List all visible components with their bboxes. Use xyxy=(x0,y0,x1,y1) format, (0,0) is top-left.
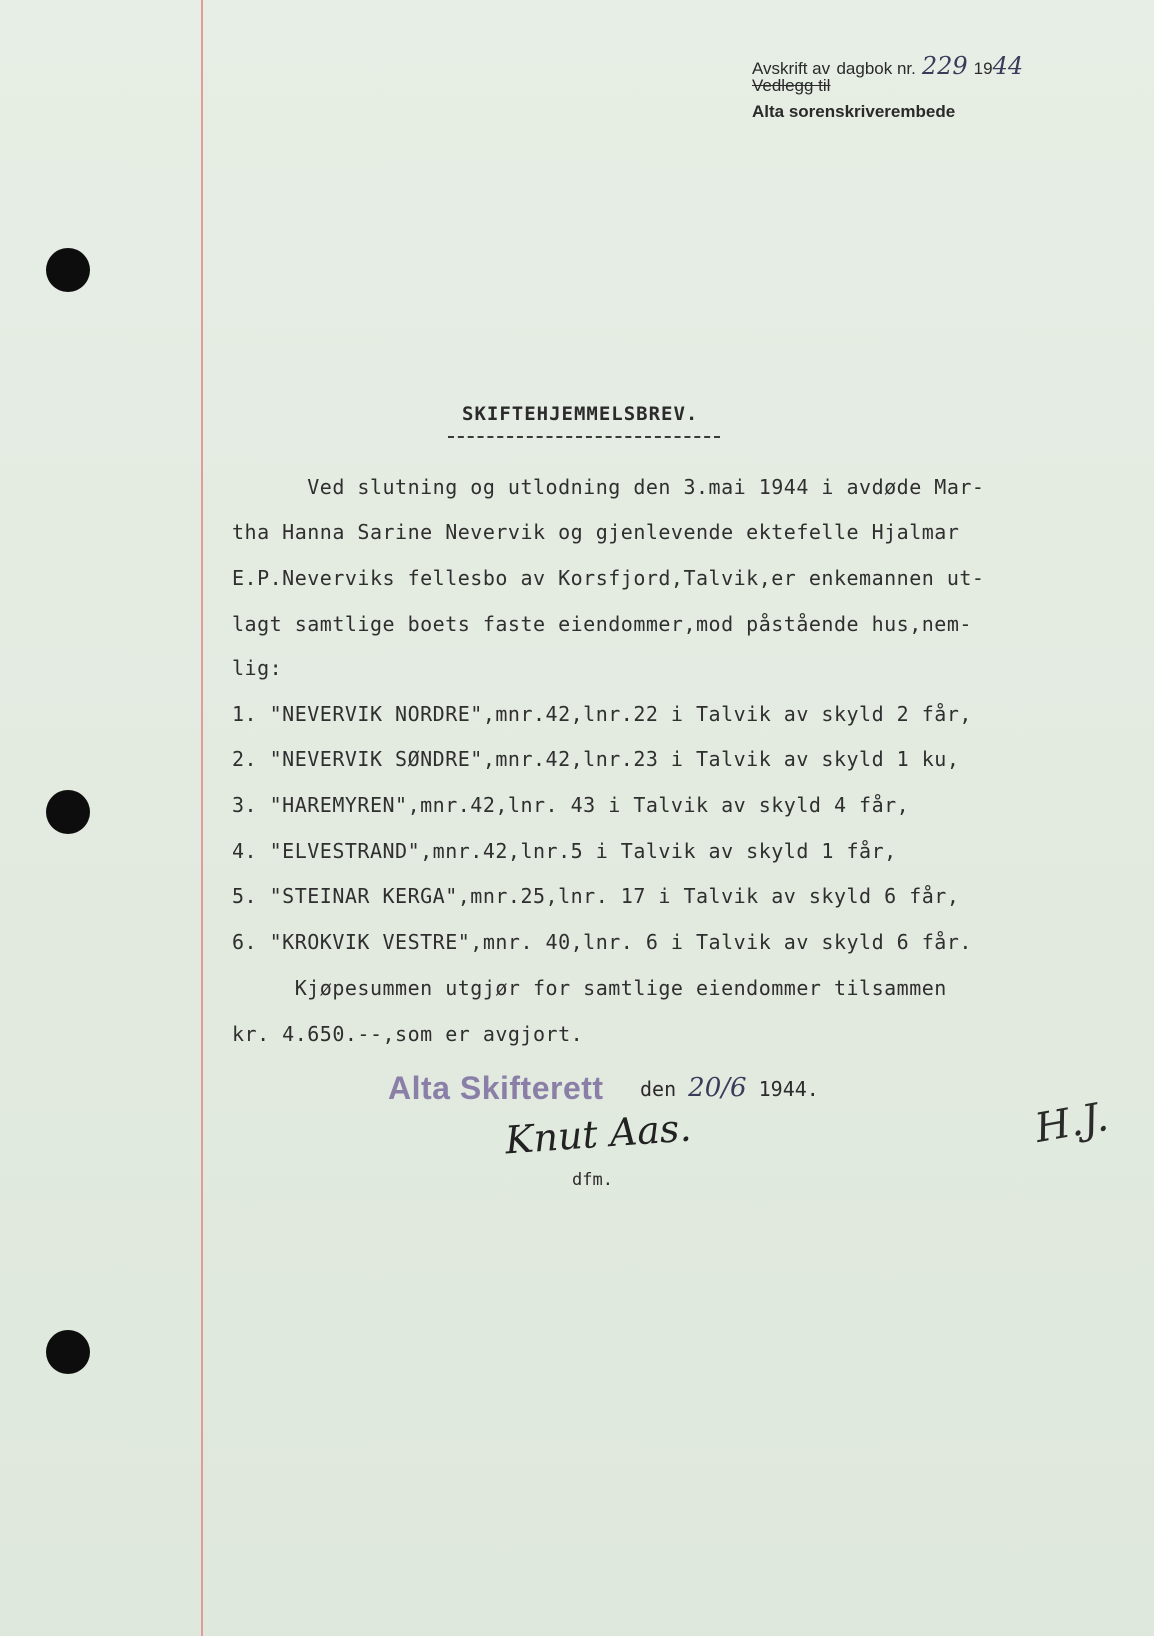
court-stamp: Alta Skifterett xyxy=(388,1070,604,1106)
property-item: 1. "NEVERVIK NORDRE",mnr.42,lnr.22 i Talvik av skyld 2 får, xyxy=(232,702,972,726)
document-title: SKIFTEHJEMMELSBREV. xyxy=(462,403,699,425)
title-underline xyxy=(448,436,720,438)
margin-line xyxy=(201,0,203,1636)
signature-title: dfm. xyxy=(572,1170,613,1190)
paragraph-line: lig: xyxy=(232,656,283,680)
header-stamp xyxy=(752,52,1023,122)
initials: H.J. xyxy=(1031,1093,1112,1153)
paragraph-line: lagt samtlige boets faste eiendommer,mod påstående hus,nem- xyxy=(232,612,972,636)
paragraph-line: Kjøpesummen utgjør for samtlige eiendommer tilsammen xyxy=(232,976,947,1000)
paragraph-line: kr. 4.650.--,som er avgjort. xyxy=(232,1022,584,1046)
date-handwritten: 20/6 xyxy=(688,1073,747,1103)
punch-hole xyxy=(46,1330,90,1374)
signature: Knut Aas. xyxy=(503,1105,693,1163)
paragraph-line: Ved slutning og utlodning den 3.mai 1944 i avdøde Mar- xyxy=(232,475,985,499)
property-item: 2. "NEVERVIK SØNDRE",mnr.42,lnr.23 i Talvik av skyld 1 ku, xyxy=(232,747,960,771)
punch-hole xyxy=(46,248,90,292)
header-vedlegg-struck: Vedlegg til xyxy=(752,76,831,95)
header-dagbok-number: 229 xyxy=(921,52,968,80)
date-prefix: den xyxy=(640,1077,677,1101)
paragraph-line: tha Hanna Sarine Nevervik og gjenlevende ektefelle Hjalmar xyxy=(232,520,960,544)
header-year-suffix: 44 xyxy=(992,52,1024,80)
property-item: 3. "HAREMYREN",mnr.42,lnr. 43 i Talvik av skyld 4 får, xyxy=(232,793,910,817)
header-avskrift: Avskrift av xyxy=(752,59,831,78)
header-dagbok-label: dagbok nr. xyxy=(836,59,916,78)
paragraph-line: E.P.Neverviks fellesbo av Korsfjord,Talvik,er enkemannen ut- xyxy=(232,566,985,590)
header-office: Alta sorenskriverembede xyxy=(752,102,956,121)
closing-date xyxy=(640,1073,819,1103)
header-year-prefix: 19 xyxy=(973,59,993,78)
property-item: 5. "STEINAR KERGA",mnr.25,lnr. 17 i Talvik av skyld 6 får, xyxy=(232,884,960,908)
property-item: 6. "KROKVIK VESTRE",mnr. 40,lnr. 6 i Talvik av skyld 6 får. xyxy=(232,930,972,954)
punch-hole xyxy=(46,790,90,834)
date-year: 1944. xyxy=(758,1077,819,1101)
property-item: 4. "ELVESTRAND",mnr.42,lnr.5 i Talvik av skyld 1 får, xyxy=(232,839,897,863)
